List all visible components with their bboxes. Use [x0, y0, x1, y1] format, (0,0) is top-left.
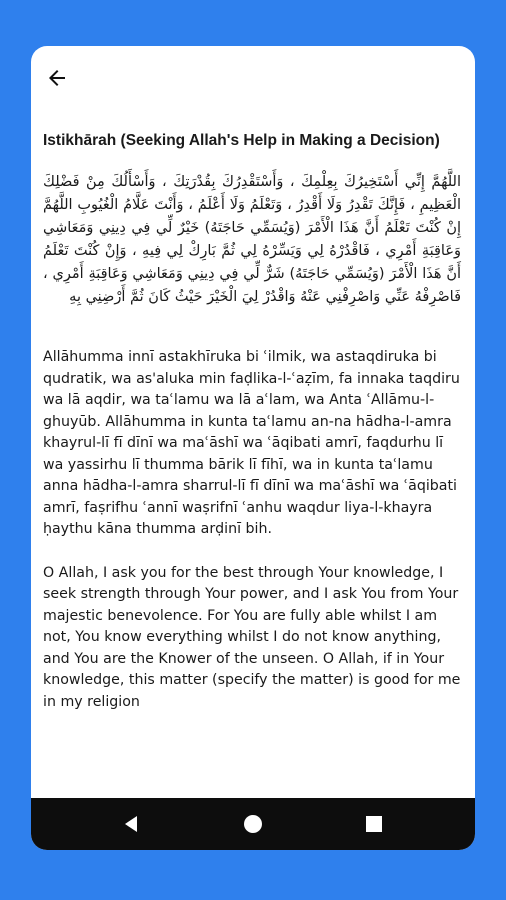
system-navigation-bar	[31, 798, 475, 850]
nav-back-button[interactable]	[112, 804, 152, 844]
device-frame	[31, 46, 475, 850]
back-button[interactable]	[39, 60, 75, 96]
square-recents-icon	[364, 814, 384, 834]
nav-home-button[interactable]	[233, 804, 273, 844]
dua-detail-screen	[31, 46, 475, 798]
dua-arabic-text: اللَّهُمَّ إِنِّي أَسْتَخِيرُكَ بِعِلْمِكَ ، وَأَسْتَقْدِرُكَ بِقُدْرَتِكَ ، وَأَسْأَلُكَ مِنْ فَضْلِكَ الْعَظِيمِ ، فَإِنَّكَ تَقْدِرُ وَلَا أَقْدِرُ ، وَتَعْلَمُ وَلَا أَعْلَمُ ، وَأَنْتَ عَلَّامُ الْغُيُوبِ اللَّهُمَّ إِنْ كُنْتَ تَعْلَمُ أَنَّ هَذَا الْأَمْرَ (وَيُسَمِّي حَاجَتَهُ) خَيْرٌ لِّي فِي دِينِي وَمَعَاشِي وَعَاقِبَةِ أَمْرِي ، فَاقْدُرْهُ لِي وَيَسِّرْهُ لِي ثُمَّ بَارِكْ لِي فِيهِ ، وَإِنْ كُنْتَ تَعْلَمُ أَنَّ هَذَا الْأَمْرَ (وَيُسَمِّي حَاجَتَهُ) شَرٌّ لِّي فِي دِينِي وَمَعَاشِي وَعَاقِبَةِ أَمْرِي ، فَاصْرِفْهُ عَنِّي وَاصْرِفْنِي عَنْهُ وَاقْدُرْ لِيَ الْخَيْرَ حَيْثُ كَانَ ثُمَّ أَرْضِنِي بِهِ	[43, 174, 461, 305]
nav-recents-button[interactable]	[354, 804, 394, 844]
dua-title: Istikhārah (Seeking Allah's Help in Making a Decision)	[43, 132, 440, 149]
triangle-back-icon	[122, 814, 142, 834]
arrow-left-icon	[45, 66, 69, 90]
dua-transliteration: Allāhumma innī astakhīruka bi ʿilmik, wa astaqdiruka bi qudratik, wa as'aluka min faḍlika-l-ʿaẓīm, fa innaka taqdiru wa lā aqdir, wa taʿlamu wa lā aʿlam, wa Anta ʿAllāmu-l-ghuyūb. Allāhumma in kunta taʿlamu an-na hādha-l-amra khayrul-lī fī dīnī wa maʿāshī wa ʿāqibati amrī, faqdurhu lī wa yassirhu lī thumma bārik lī fīhī, wa in kunta taʿlamu anna hādha-l-amra sharrul-lī fī dīnī wa maʿāshī wa ʿāqibati amrī, faṣrifhu ʿannī waṣrifnī ʿanhu waqdur liya-l-khayra ḥaythu kāna thumma arḍinī bih.	[43, 349, 460, 537]
dua-content	[43, 130, 461, 735]
circle-home-icon	[242, 813, 264, 835]
dua-translation: O Allah, I ask you for the best through Your knowledge, I seek strength through Your power, and I ask You from Your majestic benevolence. For You are fully able whilst I am not, You know everything whilst I do not know anything, and You are the Knower of the unseen. O Allah, if in Your knowledge, this matter (specify the matter) is good for me in my religion	[43, 564, 461, 710]
